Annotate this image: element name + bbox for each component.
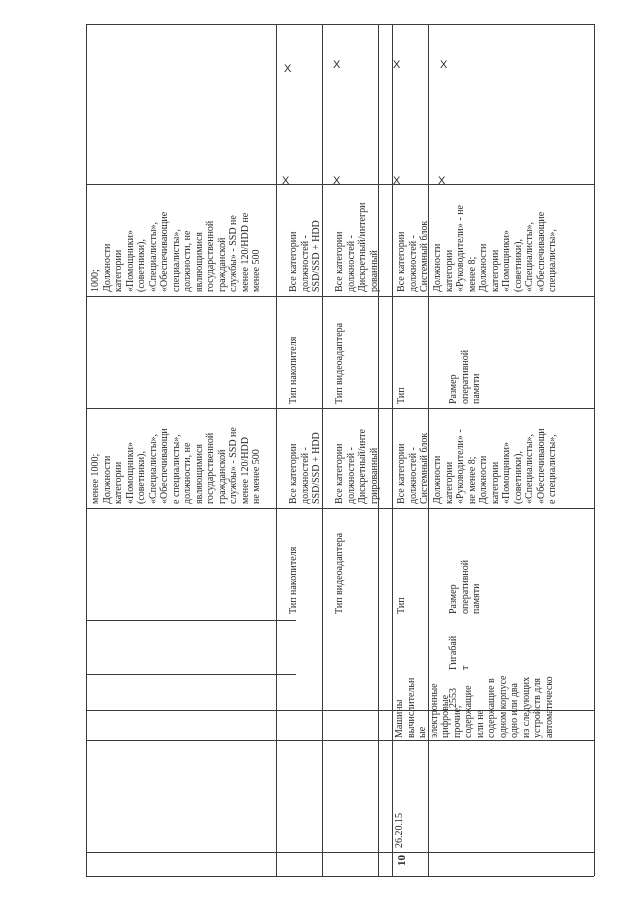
text-line: Должности: [101, 455, 113, 504]
table-border-bottom: [86, 876, 594, 877]
text-line: не менее 500: [251, 449, 262, 504]
row-divider-vertical: [276, 24, 277, 876]
requirement-value-cell: [90, 212, 263, 292]
text-line: е специалисты»,: [170, 434, 182, 504]
text-line: Тип накопителя: [288, 336, 299, 404]
text-line: ые: [417, 726, 428, 738]
table-border-right: [594, 24, 595, 876]
text-line: устройств для: [532, 678, 543, 738]
characteristic-name: [288, 337, 300, 404]
text-line: е специалисты»,: [547, 434, 558, 504]
text-line: Тип: [396, 387, 407, 404]
text-line: (советники),: [512, 239, 524, 292]
text-line: автоматическо: [543, 676, 555, 738]
cell-divider: [86, 620, 296, 621]
not-applicable-mark: X: [393, 59, 401, 71]
text-line: 1000;: [90, 269, 101, 292]
text-line: Все категории: [288, 443, 299, 504]
text-line: категории: [443, 249, 455, 292]
text-line: службы» - SSD не: [228, 427, 239, 504]
not-applicable-mark: X: [282, 175, 290, 187]
text-line: Тип видеоадаптера: [334, 532, 345, 614]
text-line: менее 1000;: [90, 453, 101, 504]
characteristic-value: [334, 203, 380, 292]
text-line: содержащие: [463, 685, 474, 738]
text-line: менее 120/HDD: [239, 437, 251, 504]
characteristic-value: [288, 432, 323, 504]
table-border-left: [86, 24, 87, 876]
text-line: менее 500: [251, 249, 262, 292]
text-line: Дискретный/инте: [357, 429, 368, 504]
text-line: Системный блок: [419, 220, 430, 292]
row-divider: [86, 740, 594, 741]
text-line: «Помощники»: [501, 442, 512, 504]
text-line: Все категории: [334, 443, 345, 504]
row-divider-vertical: [392, 24, 393, 876]
text-line: (советники),: [136, 451, 147, 504]
text-line: «Специалисты»,: [524, 433, 535, 504]
text-line: памяти: [471, 373, 482, 404]
text-line: Должности: [432, 455, 443, 504]
cell-divider: [86, 674, 296, 675]
text-line: специалисты»,: [547, 229, 558, 292]
characteristic-value: [396, 221, 431, 292]
text-line: должностей -: [345, 447, 357, 504]
text-line: категории: [113, 249, 124, 292]
text-line: SSD/SSD + HDD: [311, 432, 322, 504]
characteristic-name: [396, 597, 408, 614]
characteristic-name: [448, 350, 483, 404]
text-line: Размер: [448, 374, 459, 404]
text-line: «Помощники»: [124, 442, 136, 504]
okpd-code: 26.20.15: [394, 813, 405, 848]
text-line: государственной: [205, 220, 216, 292]
text-line: одно или два: [509, 683, 520, 738]
characteristic-value: [288, 220, 323, 292]
text-line: Системный блок: [419, 432, 430, 504]
text-line: государственной: [205, 432, 216, 504]
text-line: должностей -: [407, 235, 419, 292]
text-line: категории: [113, 461, 124, 504]
requirement-value-cell: [90, 427, 263, 504]
text-line: грированный: [368, 447, 380, 504]
text-line: рованный: [368, 250, 380, 292]
characteristic-name: [334, 323, 346, 404]
text-line: «Специалисты»,: [147, 433, 159, 504]
text-line: являющимися: [193, 443, 205, 504]
text-line: «Помощники»: [124, 230, 136, 292]
column-divider: [86, 508, 594, 509]
text-line: гражданской: [216, 449, 228, 504]
text-line: Должности: [478, 243, 489, 292]
text-line: Размер: [448, 584, 459, 614]
product-name: [394, 676, 555, 739]
text-line: (советники),: [512, 451, 524, 504]
text-line: должностей -: [299, 235, 311, 292]
table-border-top: [86, 24, 594, 25]
text-line: должностей -: [299, 447, 311, 504]
row-number: 10: [396, 855, 408, 866]
text-line: «Обеспечивающие: [159, 211, 170, 292]
text-line: менее 8;: [466, 256, 478, 292]
characteristic-value: [432, 428, 559, 504]
characteristic-value: [334, 429, 380, 504]
text-line: должностей -: [345, 235, 357, 292]
characteristic-name: [334, 533, 346, 614]
not-applicable-mark: X: [284, 63, 292, 75]
text-line: Гигабай: [448, 635, 459, 670]
text-line: электронные: [428, 683, 440, 738]
text-line: Все категории: [334, 231, 345, 292]
not-applicable-mark: X: [333, 59, 341, 71]
not-applicable-mark: X: [438, 175, 446, 187]
text-line: Все категории: [288, 231, 299, 292]
text-line: одном корпусе: [497, 675, 509, 738]
text-line: или не: [474, 710, 486, 738]
text-line: категории: [443, 461, 455, 504]
text-line: «Специалисты»,: [147, 221, 159, 292]
text-line: не менее 8;: [466, 456, 478, 504]
not-applicable-mark: X: [393, 175, 401, 187]
text-line: цифровые: [440, 694, 451, 738]
text-line: памяти: [471, 583, 482, 614]
text-line: Все категории: [396, 231, 407, 292]
text-line: оперативной: [459, 559, 471, 614]
text-line: службы» - SSD не: [228, 215, 239, 292]
characteristic-name: [448, 560, 483, 614]
text-line: категории: [489, 249, 501, 292]
text-line: (советники),: [136, 239, 147, 292]
text-line: специалисты»,: [170, 229, 182, 292]
characteristic-name: [288, 547, 300, 614]
text-line: т: [459, 665, 471, 670]
text-line: Тип накопителя: [288, 546, 299, 614]
text-line: «Обеспечивающи: [159, 428, 170, 504]
text-line: «Обеспечивающи: [535, 428, 547, 504]
text-line: гражданской: [216, 237, 228, 292]
text-line: должностей -: [407, 447, 419, 504]
text-line: являющимися: [193, 231, 205, 292]
text-line: Дискретный/интегри: [357, 202, 368, 292]
characteristic-value: [396, 433, 431, 504]
text-line: менее 120/HDD не: [239, 212, 251, 292]
text-line: Тип: [396, 597, 407, 614]
not-applicable-mark: X: [333, 175, 341, 187]
characteristic-name: [396, 387, 408, 404]
text-line: содержащие в: [486, 678, 497, 738]
text-line: категории: [489, 461, 501, 504]
column-divider: [86, 408, 594, 409]
column-divider: [86, 296, 594, 297]
text-line: Все категории: [396, 443, 407, 504]
okei-name: [448, 636, 471, 670]
text-line: «Руководители» - не: [455, 205, 466, 292]
text-line: Должности: [478, 455, 489, 504]
characteristic-value: [432, 205, 559, 292]
text-line: из следующих: [520, 676, 532, 738]
text-line: «Обеспечивающие: [535, 211, 547, 292]
text-line: Должности: [432, 243, 443, 292]
text-line: SSD/SSD + HDD: [311, 220, 322, 292]
text-line: оперативной: [459, 349, 471, 404]
text-line: Должности: [101, 243, 113, 292]
text-line: «Специалисты»,: [524, 221, 535, 292]
text-line: «Помощники»: [501, 230, 512, 292]
text-line: прочие,: [451, 705, 463, 738]
text-line: вычислительн: [405, 677, 417, 738]
text-line: должности, не: [182, 442, 193, 504]
text-line: «Руководители» -: [455, 429, 466, 504]
text-line: должности, не: [182, 230, 193, 292]
row-divider: [86, 852, 594, 853]
okei-code: 2553: [448, 688, 459, 708]
text-line: Тип видеоадаптера: [334, 322, 345, 404]
not-applicable-mark: X: [440, 59, 448, 71]
text-line: Машины: [394, 699, 405, 738]
